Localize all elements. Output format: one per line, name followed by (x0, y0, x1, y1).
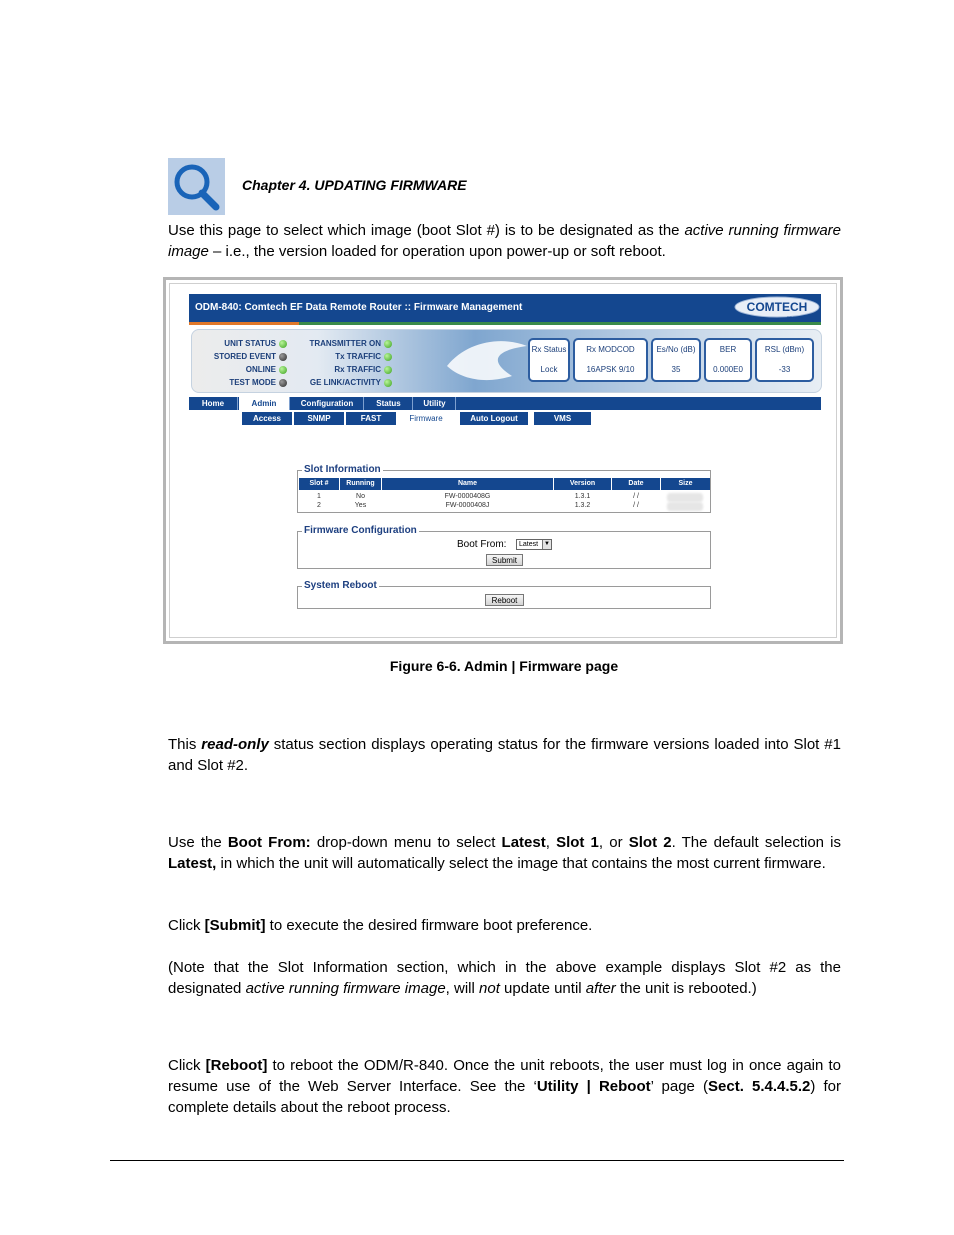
subtab-firmware[interactable]: Firmware (398, 412, 454, 425)
tab-admin[interactable]: Admin (239, 397, 290, 410)
footer-rule (110, 1160, 844, 1161)
note-paragraph: (Note that the Slot Information section, which in the above example displays Slot #2 as the designated active running firmware image, will not update until after the unit is rebooted.) (168, 959, 841, 997)
titlebar-accent-orange (189, 322, 299, 325)
logo-subtext: EF DATA (786, 315, 804, 320)
chapter-reference: Chapter 4. UPDATING FIRMWARE (242, 177, 467, 193)
subtab-auto-logout[interactable]: Auto Logout (460, 412, 528, 425)
led-label-stored-event: STORED EVENT (213, 352, 276, 361)
size-blurred (667, 493, 703, 502)
col-name: Name (382, 478, 553, 490)
led-label-ge-link: GE LINK/ACTIVITY (309, 378, 381, 387)
subtab-snmp[interactable]: SNMP (294, 412, 344, 425)
read-only-paragraph: This read-only status section displays operating status for the firmware versions loaded into Slot #1 and Slot #2. (168, 736, 841, 774)
subtab-vms[interactable]: VMS (534, 412, 591, 425)
monitor-ber: BER 0.000E0 (704, 338, 752, 382)
col-slot: Slot # (299, 478, 339, 490)
chevron-down-icon: ▼ (542, 540, 551, 549)
led-label-test-mode: TEST MODE (229, 378, 276, 387)
online-led (279, 366, 287, 374)
tx-traffic-led (384, 353, 392, 361)
reboot-button[interactable]: Reboot (485, 594, 524, 606)
rx-traffic-led (384, 366, 392, 374)
monitor-rx-modcod: Rx MODCOD 16APSK 9/10 (573, 338, 648, 382)
titlebar-accent-green (299, 322, 821, 325)
led-label-rx-traffic: Rx TRAFFIC (334, 365, 381, 374)
tab-home[interactable]: Home (189, 397, 238, 410)
app-title: ODM-840: Comtech EF Data Remote Router :: Firmware Management (195, 302, 523, 313)
submit-paragraph: Click [Submit] to execute the desired firmware boot preference. (168, 917, 593, 934)
monitor-rsl: RSL (dBm) -33 (755, 338, 814, 382)
col-size: Size (661, 478, 710, 490)
boot-from-paragraph: Use the Boot From: drop-down menu to select Latest, Slot 1, or Slot 2. The default selection is Latest, in which the unit will automatically select the image that contains the most current firmware. (168, 834, 842, 872)
subtab-fast[interactable]: FAST (346, 412, 396, 425)
reboot-legend: System Reboot (304, 580, 377, 591)
col-version: Version (554, 478, 611, 490)
magnifier-icon (168, 158, 225, 215)
submit-button[interactable]: Submit (486, 554, 523, 566)
slot-info-legend: Slot Information (304, 464, 381, 475)
tab-status[interactable]: Status (365, 397, 413, 410)
ge-link-led (384, 379, 392, 387)
subtab-access[interactable]: Access (242, 412, 292, 425)
logo-text: COMTECH (746, 300, 808, 314)
led-label-unit-status: UNIT STATUS (224, 339, 276, 348)
boot-from-label: Boot From: (457, 539, 507, 550)
tab-utility[interactable]: Utility (414, 397, 456, 410)
monitor-esno: Es/No (dB) 35 (651, 338, 701, 382)
tab-configuration[interactable]: Configuration (291, 397, 364, 410)
stored-event-led (279, 353, 287, 361)
led-label-online: ONLINE (245, 365, 276, 374)
figure-caption: Figure 6-6. Admin | Firmware page (389, 658, 619, 674)
monitor-rx-status: Rx Status Lock (528, 338, 570, 382)
unit-status-led (279, 340, 287, 348)
col-running: Running (340, 478, 381, 490)
app-titlebar (189, 294, 821, 322)
comtech-logo (733, 295, 821, 321)
size-blurred (667, 502, 703, 511)
reboot-paragraph: Click [Reboot] to reboot the ODM/R-840. Once the unit reboots, the user must log in once again to resume use of the Web Server Interface. See the ‘Utility | Reboot’ page (Sect. 5.4.4.5.2) for complete details about the reboot process. (168, 1057, 842, 1116)
led-label-transmitter-on: TRANSMITTER ON (309, 339, 381, 348)
fw-config-legend: Firmware Configuration (304, 525, 417, 536)
test-mode-led (279, 379, 287, 387)
intro-paragraph: Use this page to select which image (boot Slot #) is to be designated as the active running firmware image – i.e., the version loaded for operation upon power-up or soft reboot. (168, 222, 841, 260)
transmitter-on-led (384, 340, 392, 348)
boot-from-select[interactable]: Latest ▼ (516, 539, 552, 550)
led-label-tx-traffic: Tx TRAFFIC (335, 352, 381, 361)
col-date: Date (612, 478, 660, 490)
